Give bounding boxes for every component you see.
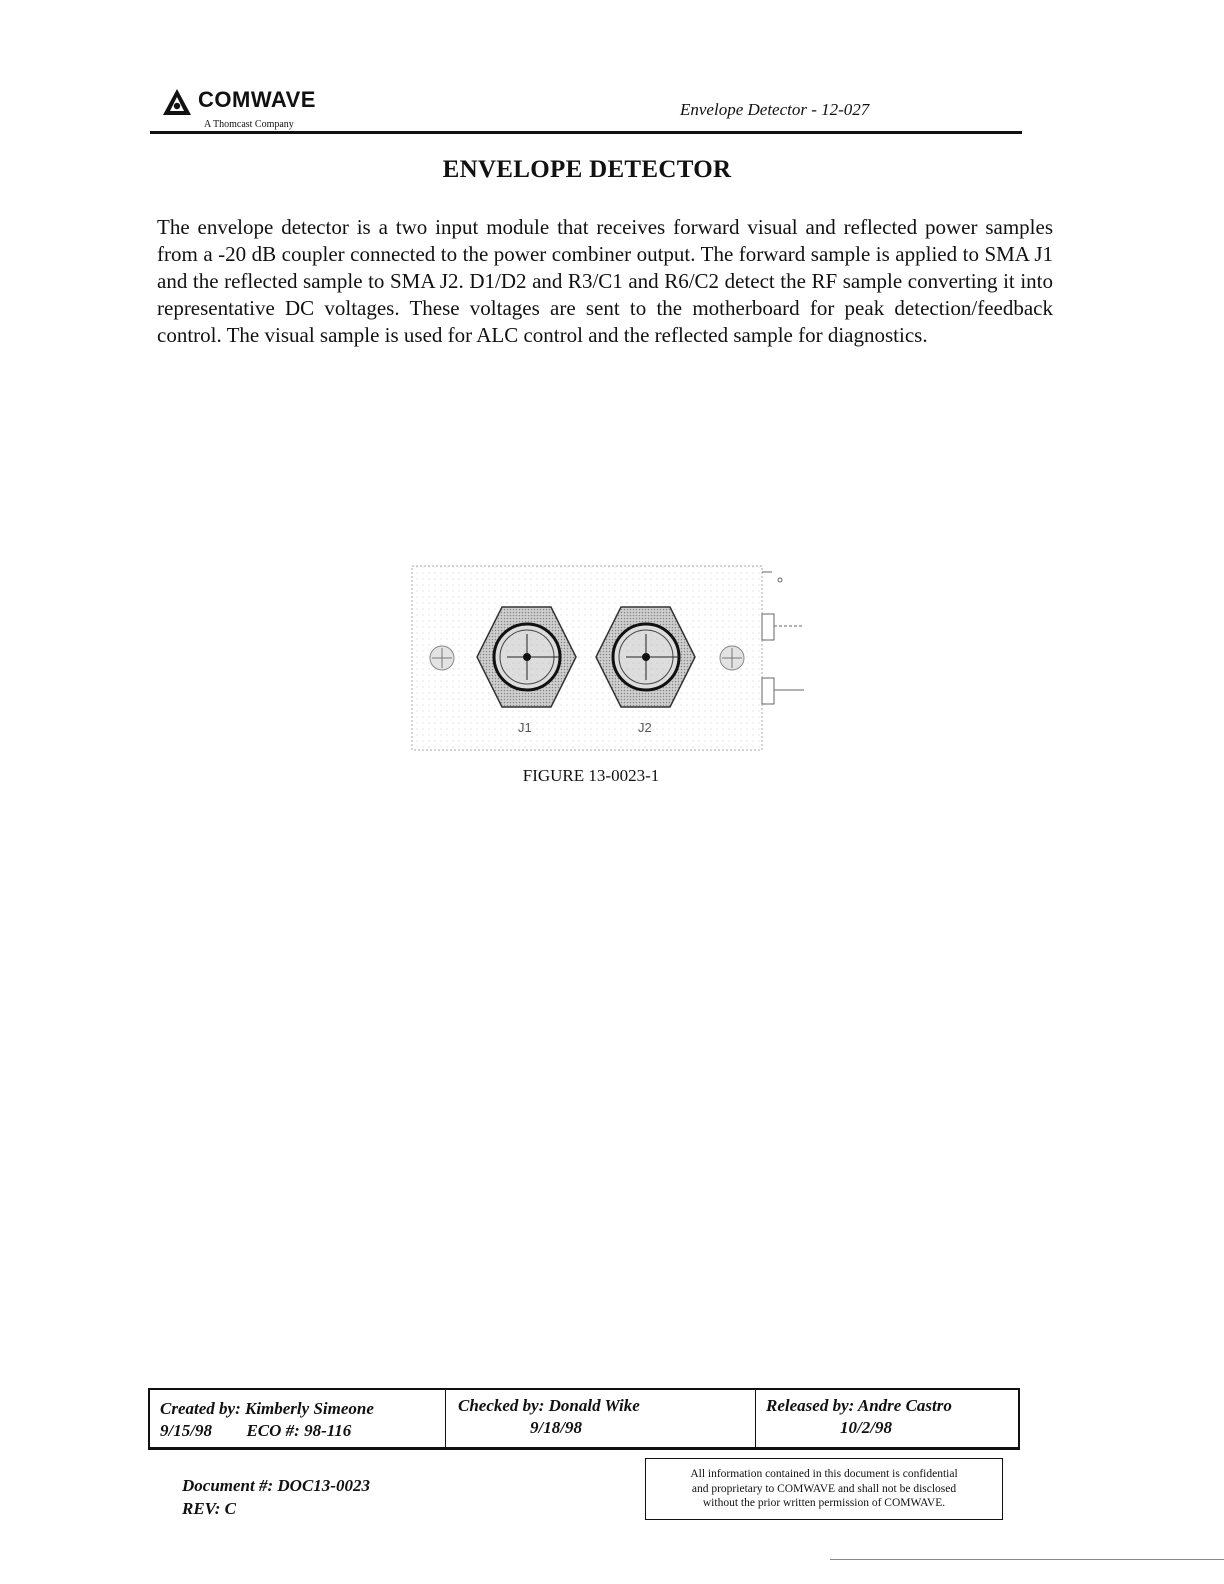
released-by: Released by: Andre Castro — [766, 1396, 952, 1415]
edge-leads-icon — [762, 572, 804, 704]
checked-by: Checked by: Donald Wike — [458, 1396, 640, 1415]
header-divider — [150, 131, 1022, 134]
created-date: 9/15/98 — [160, 1421, 212, 1440]
logo-name: COMWAVE — [198, 87, 316, 112]
confidentiality-notice — [645, 1458, 1003, 1520]
connector-label-j1: J1 — [518, 720, 532, 735]
created-by-cell — [150, 1390, 446, 1447]
confidential-line-2: and proprietary to COMWAVE and shall not be disclosed — [691, 1482, 957, 1495]
comwave-logo-icon — [162, 88, 192, 116]
checked-by-cell — [446, 1390, 756, 1447]
eco-number: ECO #: 98-116 — [246, 1421, 352, 1440]
logo-subtitle: A Thomcast Company — [204, 119, 294, 130]
connector-label-j2: J2 — [638, 720, 652, 735]
created-by: Created by: Kimberly Simeone — [160, 1399, 374, 1418]
checked-date: 9/18/98 — [530, 1418, 582, 1437]
left-screw-icon — [430, 646, 454, 670]
body-paragraph: The envelope detector is a two input module that receives forward visual and reflected power samples from a -20 dB coupler connected to the power combiner output. The forward sample is applied to SMA J1 and the reflected sample to SMA J2. D1/D2 and R3/C1 and R6/C2 detect the RF sample converting it into representative DC voltages. These voltages are sent to the motherboard for peak detection/feedback control. The visual sample is used for ALC control and the reflected sample for diagnostics. — [157, 215, 1053, 347]
released-date: 10/2/98 — [840, 1418, 892, 1437]
company-logo — [162, 86, 362, 134]
document-number: Document #: DOC13-0023 — [182, 1476, 370, 1495]
figure-caption: FIGURE 13-0023-1 — [522, 766, 660, 785]
confidential-line-3: without the prior written permission of COMWAVE. — [702, 1497, 946, 1509]
right-screw-icon — [720, 646, 744, 670]
document-info — [182, 1474, 370, 1520]
confidential-line-1: All information contained in this document is confidential — [690, 1468, 958, 1480]
envelope-detector-figure — [410, 560, 810, 755]
signature-table — [148, 1388, 1020, 1450]
panel-outline — [412, 566, 762, 750]
released-by-cell — [756, 1390, 1020, 1447]
page-title: ENVELOPE DETECTOR — [442, 156, 732, 183]
created-date-row — [160, 1420, 445, 1442]
bottom-divider — [830, 1559, 1224, 1560]
revision: REV: C — [182, 1499, 237, 1518]
header-document-ref: Envelope Detector - 12-027 — [680, 100, 870, 119]
